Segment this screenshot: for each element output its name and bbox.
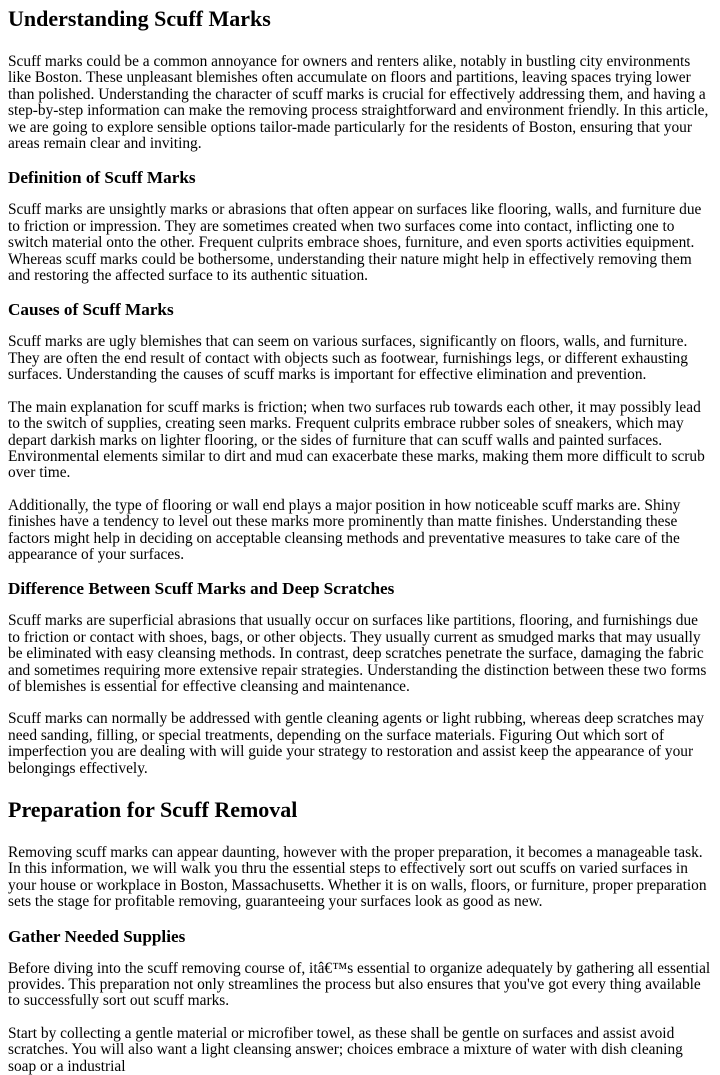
- supplies-paragraph-2: Start by collecting a gentle material or microfiber towel, as these shall be gentle on surfaces and assist avoid scratches. You will also want a light cleansing answer; choices embrace a mixture of water with dish cleaning soap or a industrial: [8, 1024, 683, 1075]
- causes-paragraph-3: Additionally, the type of flooring or wall end plays a major position in how noticeable scuff marks are. Shiny finishes have a tendency to level out these marks more prominently than matte finishes. Understanding these factors might help in deciding on acceptable cleansing methods and preventative measures to take care of the appearance of your surfaces.: [8, 496, 681, 563]
- article-title: Understanding Scuff Marks: [8, 6, 271, 31]
- supplies-heading: Gather Needed Supplies: [8, 926, 186, 946]
- article: [0, 6, 720, 1075]
- causes-heading: Causes of Scuff Marks: [8, 300, 174, 320]
- definition-paragraph: Scuff marks are unsightly marks or abrasions that often appear on surfaces like flooring, walls, and furniture due to friction or impression. They are sometimes created when two surfaces come into contact, inflicting one to switch material onto the other. Frequent culprits embrace shoes, furniture, and even sports activities equipment. Whereas scuff marks could be bothersome, understanding their nature might help in effectively removing them and restoring the affected surface to its authentic situation.: [8, 201, 702, 285]
- preparation-title: Preparation for Scuff Removal: [8, 797, 298, 822]
- causes-paragraph-1: Scuff marks are ugly blemishes that can seem on various surfaces, significantly on floors, walls, and furniture. They are often the end result of contact with objects such as footwear, furnishings legs, or different exhausting surfaces. Understanding the causes of scuff marks is important for effective elimination and prevention.: [8, 333, 688, 384]
- definition-heading: Definition of Scuff Marks: [8, 168, 196, 188]
- preparation-paragraph: Removing scuff marks can appear daunting, however with the proper preparation, it becomes a manageable task. In this information, we will walk you thru the essential steps to effectively sort out scuffs on varied surfaces in your house or workplace in Boston, Massachusetts. Whether it is on walls, floors, or furniture, proper preparation sets the stage for profitable removing, guaranteeing your surfaces look as good as new.: [8, 844, 707, 911]
- supplies-paragraph-1: Before diving into the scuff removing course of, itâ€™s essential to organize adequately by gathering all essential provides. This preparation not only streamlines the process but also ensures that you've got every thing available to successfully sort out scuff marks.: [8, 959, 711, 1010]
- difference-heading: Difference Between Scuff Marks and Deep Scratches: [8, 579, 395, 599]
- causes-paragraph-2: The main explanation for scuff marks is friction; when two surfaces rub towards each other, it may possibly lead to the switch of supplies, creating seen marks. Frequent culprits embrace rubber soles of sneakers, which may depart darkish marks on lighter flooring, or the sides of furniture that can scuff walls and painted surfaces. Environmental elements similar to dirt and mud can exacerbate these marks, making them more difficult to scrub over time.: [8, 398, 705, 482]
- difference-paragraph-2: Scuff marks can normally be addressed with gentle cleaning agents or light rubbing, whereas deep scratches may need sanding, filling, or special treatments, depending on the surface materials. Figuring Out which sort of imperfection you are dealing with will guide your strategy to restoration and assist keep the appearance of your belongings effectively.: [8, 710, 704, 777]
- intro-paragraph: Scuff marks could be a common annoyance for owners and renters alike, notably in bustling city environments like Boston. These unpleasant blemishes often accumulate on floors and partitions, leaving spaces trying lower than polished. Understanding the character of scuff marks is crucial for effectively addressing them, and having a step-by-step information can make the removing process straightforward and environment friendly. In this article, we are going to explore sensible options tailor-made particularly for the residents of Boston, ensuring that your areas remain clear and inviting.: [8, 53, 709, 153]
- difference-paragraph-1: Scuff marks are superficial abrasions that usually occur on surfaces like partitions, flooring, and furnishings due to friction or contact with shoes, bags, or other objects. They usually current as smudged marks that may usually be eliminated with easy cleansing methods. In contrast, deep scratches penetrate the surface, damaging the fabric and sometimes requiring more extensive repair strategies. Understanding the distinction between these two forms of blemishes is essential for effective cleansing and maintenance.: [8, 612, 707, 695]
